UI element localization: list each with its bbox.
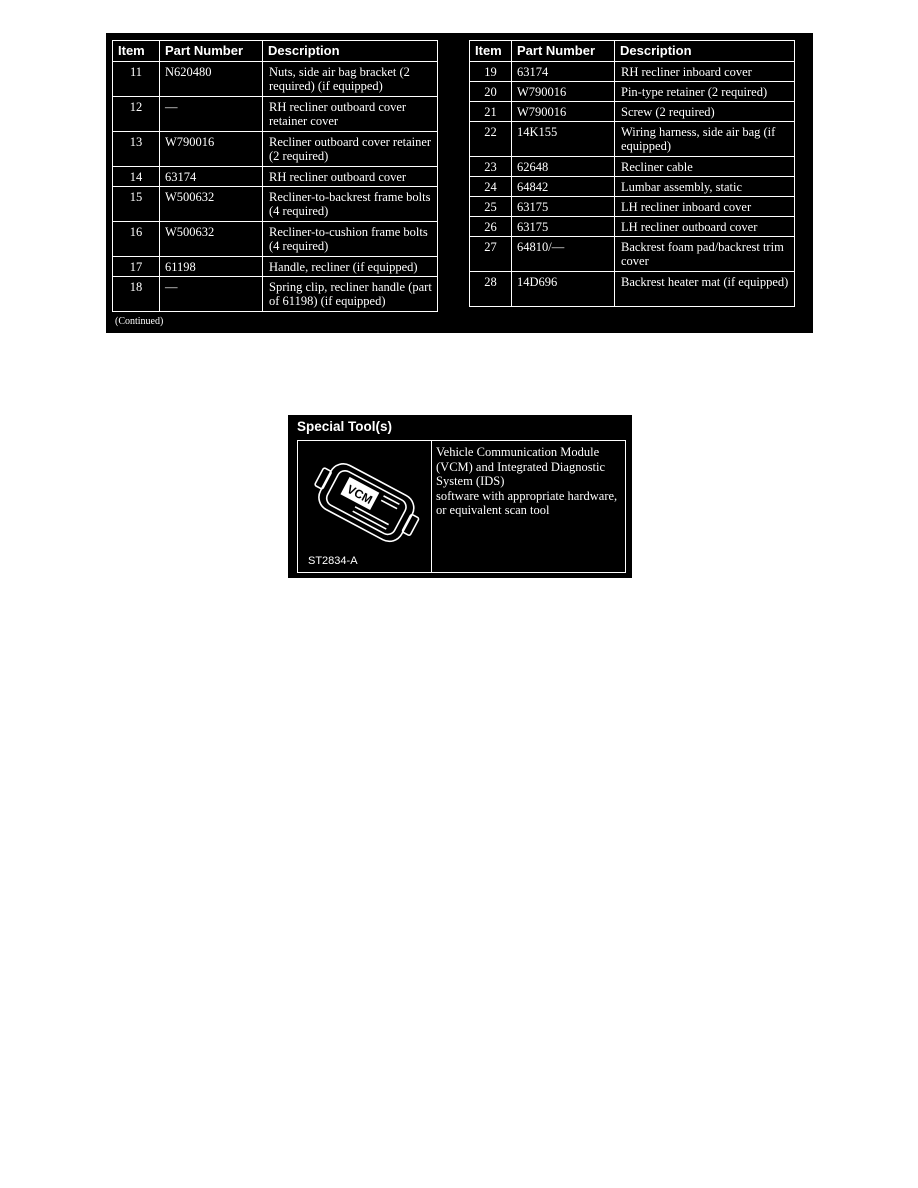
- parts-table-right: [469, 40, 795, 307]
- item-cell: 15: [113, 187, 160, 222]
- item-cell: 22: [470, 122, 512, 157]
- part-number-cell: —: [160, 97, 263, 132]
- part-number-cell: 64810/—: [512, 237, 615, 272]
- part-number-cell: 63175: [512, 217, 615, 237]
- vcm-module-icon: [298, 441, 431, 572]
- item-cell: 16: [113, 222, 160, 257]
- item-cell: 27: [470, 237, 512, 272]
- item-cell: 12: [113, 97, 160, 132]
- table-row: [470, 157, 795, 177]
- table-row: [113, 62, 438, 97]
- part-number-cell: W790016: [512, 82, 615, 102]
- description-cell: RH recliner outboard cover: [263, 167, 438, 187]
- part-number-cell: N620480: [160, 62, 263, 97]
- item-cell: 25: [470, 197, 512, 217]
- part-number-cell: 14D696: [512, 272, 615, 307]
- description-cell: RH recliner inboard cover: [615, 62, 795, 82]
- part-number-cell: 64842: [512, 177, 615, 197]
- description-cell: Spring clip, recliner handle (part of 61198) (if equipped): [263, 277, 438, 312]
- description-cell: Backrest foam pad/backrest trim cover: [615, 237, 795, 272]
- table-row: [470, 197, 795, 217]
- tool-description-line2: software with appropriate hardware, or equivalent scan tool: [436, 488, 618, 517]
- table-row: [470, 82, 795, 102]
- table-row: [113, 132, 438, 167]
- table-row: [470, 177, 795, 197]
- table-row: [470, 62, 795, 82]
- part-number-cell: 62648: [512, 157, 615, 177]
- table-row: [470, 272, 795, 307]
- item-cell: 11: [113, 62, 160, 97]
- part-number-cell: 61198: [160, 257, 263, 277]
- description-cell: Recliner-to-backrest frame bolts (4 required): [263, 187, 438, 222]
- description-cell: Handle, recliner (if equipped): [263, 257, 438, 277]
- table-row: [113, 277, 438, 312]
- table-row: [113, 222, 438, 257]
- table-row: [470, 237, 795, 272]
- header-part-number: Part Number: [512, 41, 615, 62]
- description-cell: Backrest heater mat (if equipped): [615, 272, 795, 307]
- item-cell: 26: [470, 217, 512, 237]
- description-cell: Recliner cable: [615, 157, 795, 177]
- header-description: Description: [615, 41, 795, 62]
- special-tool-row: [297, 440, 626, 573]
- special-tools-box: [288, 415, 632, 578]
- description-cell: RH recliner outboard cover retainer cover: [263, 97, 438, 132]
- part-number-cell: W500632: [160, 222, 263, 257]
- item-cell: 17: [113, 257, 160, 277]
- part-number-cell: 14K155: [512, 122, 615, 157]
- table-row: [470, 122, 795, 157]
- item-cell: 14: [113, 167, 160, 187]
- description-cell: Pin-type retainer (2 required): [615, 82, 795, 102]
- special-tools-title: Special Tool(s): [297, 419, 393, 434]
- continued-note: (Continued): [115, 316, 164, 327]
- part-number-cell: W500632: [160, 187, 263, 222]
- description-cell: Lumbar assembly, static: [615, 177, 795, 197]
- description-cell: LH recliner outboard cover: [615, 217, 795, 237]
- part-number-cell: 63174: [160, 167, 263, 187]
- table-row: [470, 217, 795, 237]
- table-header-row: [113, 41, 438, 62]
- parts-table-panel: [106, 33, 813, 333]
- item-cell: 24: [470, 177, 512, 197]
- header-item: Item: [113, 41, 160, 62]
- item-cell: 28: [470, 272, 512, 307]
- item-cell: 20: [470, 82, 512, 102]
- table-row: [470, 102, 795, 122]
- description-cell: Wiring harness, side air bag (if equipped): [615, 122, 795, 157]
- description-cell: Recliner outboard cover retainer (2 required): [263, 132, 438, 167]
- tool-description: [436, 445, 622, 518]
- item-cell: 18: [113, 277, 160, 312]
- part-number-cell: W790016: [512, 102, 615, 122]
- tool-illustration: [298, 441, 432, 572]
- parts-table-left: [112, 40, 438, 312]
- table-header-row: [470, 41, 795, 62]
- description-cell: Recliner-to-cushion frame bolts (4 required): [263, 222, 438, 257]
- part-number-cell: 63175: [512, 197, 615, 217]
- header-item: Item: [470, 41, 512, 62]
- part-number-cell: W790016: [160, 132, 263, 167]
- tool-description-line1: Vehicle Communication Module (VCM) and Integrated Diagnostic System (IDS): [436, 445, 606, 488]
- table-row: [113, 187, 438, 222]
- item-cell: 21: [470, 102, 512, 122]
- table-row: [113, 97, 438, 132]
- description-cell: Nuts, side air bag bracket (2 required) (if equipped): [263, 62, 438, 97]
- item-cell: 23: [470, 157, 512, 177]
- part-number-cell: 63174: [512, 62, 615, 82]
- item-cell: 19: [470, 62, 512, 82]
- item-cell: 13: [113, 132, 160, 167]
- table-row: [113, 257, 438, 277]
- table-row: [113, 167, 438, 187]
- header-part-number: Part Number: [160, 41, 263, 62]
- description-cell: LH recliner inboard cover: [615, 197, 795, 217]
- part-number-cell: —: [160, 277, 263, 312]
- vcm-label: VCM: [344, 482, 375, 507]
- tool-code: ST2834-A: [308, 555, 358, 567]
- header-description: Description: [263, 41, 438, 62]
- description-cell: Screw (2 required): [615, 102, 795, 122]
